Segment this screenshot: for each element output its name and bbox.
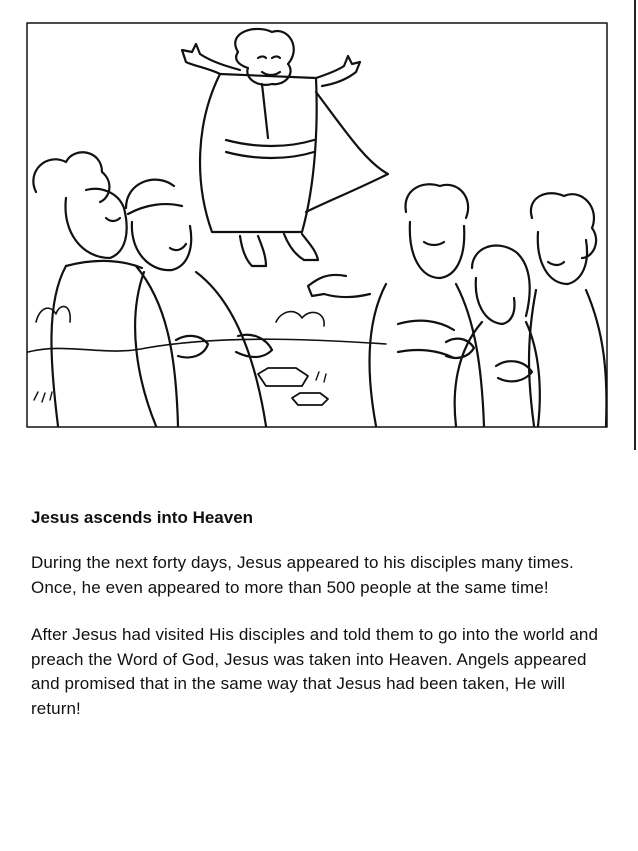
page-edge-line (634, 0, 636, 450)
disciple-left (33, 152, 208, 426)
story-paragraph-1: During the next forty days, Jesus appeared to his disciples many times. Once, he even appeared to more than 500 people at the same time! (31, 553, 574, 597)
disciple-bearded (308, 184, 484, 426)
story-paragraph-2: After Jesus had visited His disciples and told them to go into the world and preach the Word of God, Jesus was taken into Heaven. Angels appeared and promised that in the same way that Jesus had been taken, He will return! (31, 625, 599, 718)
jesus-figure (182, 29, 388, 266)
disciple-hooded (446, 245, 540, 426)
disciple-right (496, 193, 606, 426)
story-title: Jesus ascends into Heaven (31, 508, 254, 527)
disciple-headband (126, 180, 272, 426)
story-text (31, 506, 601, 744)
ascension-illustration (26, 22, 608, 428)
